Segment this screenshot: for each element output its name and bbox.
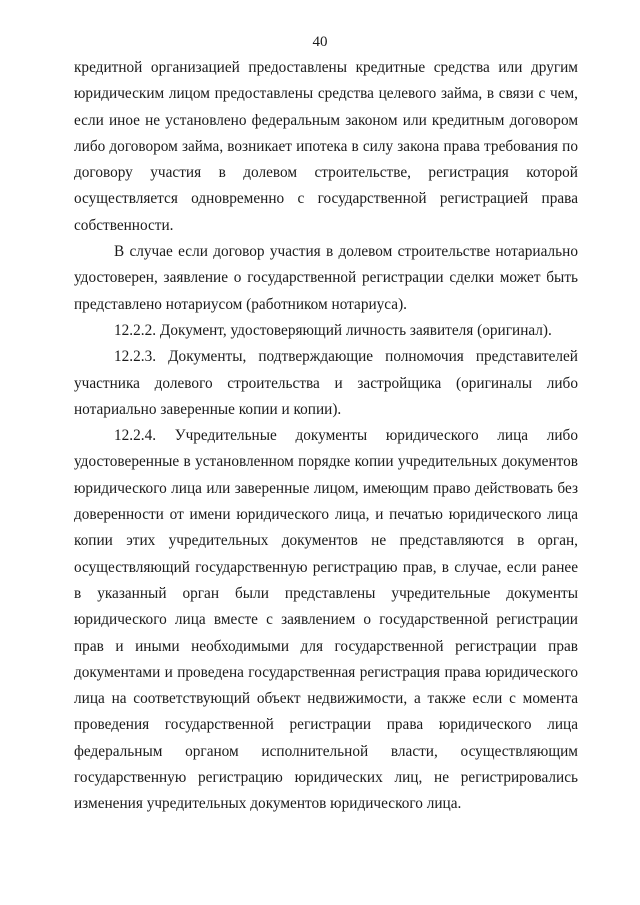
page-number: 40 bbox=[312, 34, 328, 50]
paragraph-item-12-2-3: 12.2.3. Документы, подтверждающие полномочия представителей участника долевого строительства и застройщика (оригиналы либо нотариально заверенные копии и копии). bbox=[74, 348, 578, 418]
paragraph-notary: В случае если договор участия в долевом строительстве нотариально удостоверен, заявление о государственной регистрации сделки может быть представлено нотариусом (работником нотариуса). bbox=[74, 243, 578, 313]
paragraph-item-12-2-2: 12.2.2. Документ, удостоверяющий личность заявителя (оригинал). bbox=[114, 321, 552, 339]
paragraph-continuation: кредитной организацией предоставлены кредитные средства или другим юридическим лицом предоставлены средства целевого займа, в связи с чем, если иное не установлено федеральным законом или кредитным договором либо договором займа, возникает ипотека в силу закона права требования по договору участия в долевом строительстве, регистрация которой осуществляется одновременно с государственной регистрацией права собственности. bbox=[74, 59, 578, 234]
paragraph-item-12-2-4: 12.2.4. Учредительные документы юридического лица либо удостоверенные в установленном порядке копии учредительных документов юридического лица или заверенные лицом, имеющим право действовать без доверенности от имени юридического лица, и печатью юридического лица копии этих учредительных документов не представляются в орган, осуществляющий государственную регистрацию прав, в случае, если ранее в указанный орган были представлены учредительные документы юридического лица вместе с заявлением о государственной регистрации прав и иными необходимыми для государственной регистрации прав документами и проведена государственная регистрация права юридического лица на соответствующий объект недвижимости, а также если с момента проведения государственной регистрации права юридического лица федеральным органом исполнительной власти, осуществляющим государственную регистрацию юридических лиц, не регистрировались изменения учредительных документов юридического лица. bbox=[74, 427, 578, 813]
document-body bbox=[74, 55, 578, 818]
